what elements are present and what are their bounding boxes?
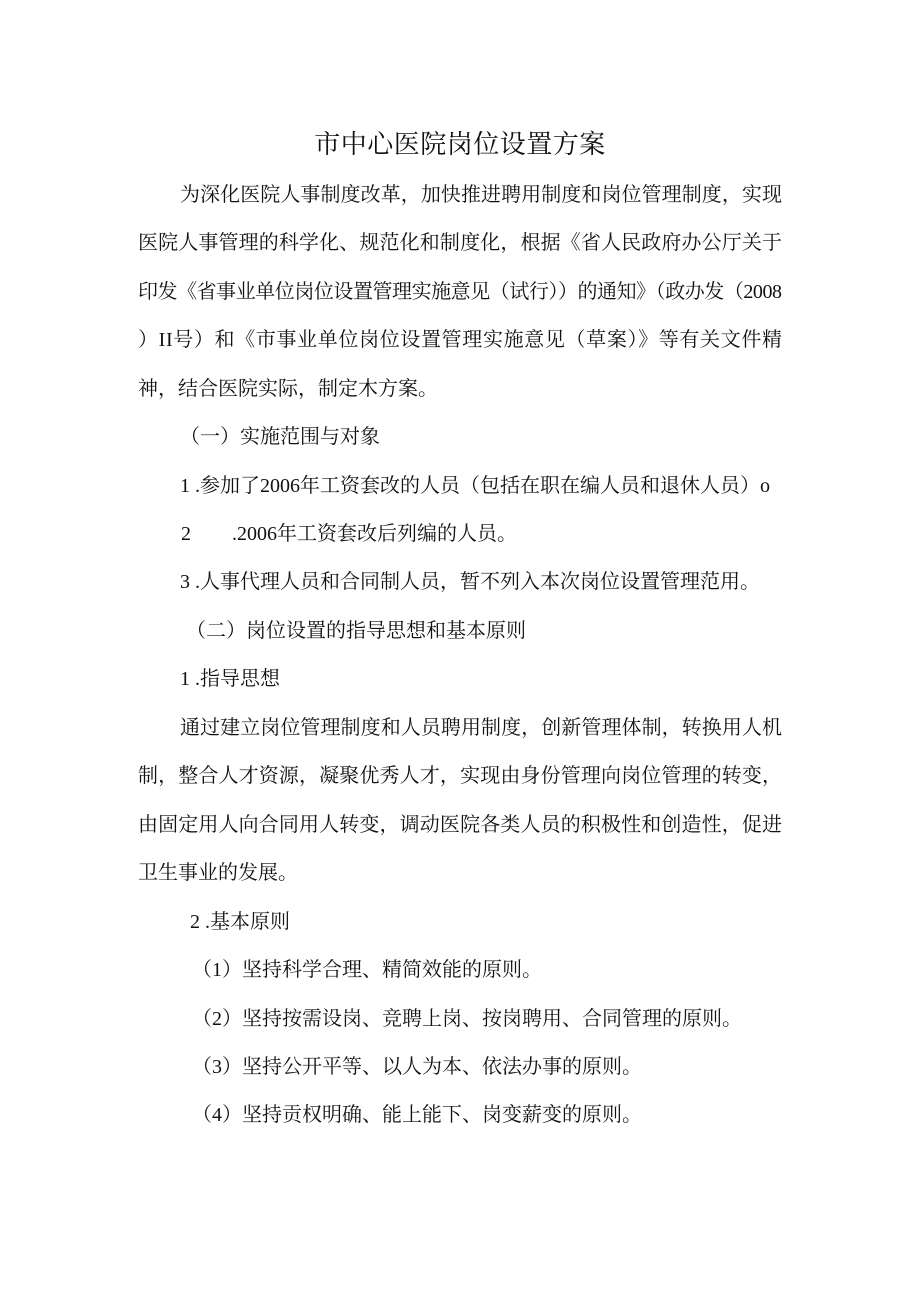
intro-paragraph-line: 神，结合医院实际，制定木方案。 (138, 378, 438, 400)
guiding-ideology-paragraph-line: 由固定用人向合同用人转变，调动医院各类人员的积极性和创造性，促进 (138, 814, 783, 836)
scope-item-2-number: 2 (181, 523, 191, 545)
intro-paragraph-line: 为深化医院人事制度改革，加快推进聘用制度和岗位管理制度，实现 (180, 184, 783, 206)
intro-paragraph-line: ）II号）和《市事业单位岗位设置管理实施意见（草案）》等有关文件精 (138, 329, 783, 351)
scope-item-3: 3 .人事代理人员和合同制人员，暂不列入本次岗位设置管理范用。 (180, 571, 760, 593)
section-2-heading: （二）岗位设置的指导思想和基本原则 (186, 620, 526, 642)
guiding-ideology-paragraph-line: 通过建立岗位管理制度和人员聘用制度，创新管理体制，转换用人机 (180, 717, 783, 739)
principle-item: （1）坚持科学合理、精简效能的原则。 (192, 959, 542, 981)
guiding-ideology-paragraph-line: 制，整合人才资源，凝聚优秀人才，实现由身份管理向岗位管理的转变， (138, 765, 783, 787)
intro-paragraph-line: 医院人事管理的科学化、规范化和制度化，根据《省人民政府办公厅关于 (138, 232, 783, 254)
guiding-ideology-heading: 1 .指导思想 (180, 668, 280, 690)
scope-item-1: 1 .参加了2006年工资套改的人员（包括在职在编人员和退休人员）o (180, 475, 770, 497)
principle-item: （4）坚持贡权明确、能上能下、岗变薪变的原则。 (192, 1104, 642, 1126)
guiding-ideology-paragraph-line: 卫生事业的发展。 (138, 862, 298, 884)
principle-item: （2）坚持按需设岗、竞聘上岗、按岗聘用、合同管理的原则。 (192, 1008, 742, 1030)
basic-principles-heading: 2 .基本原则 (190, 911, 290, 933)
document-title: 市中心医院岗位设置方案 (314, 130, 606, 159)
section-1-heading: （一）实施范围与对象 (180, 426, 380, 448)
scope-item-2-text: .2006年工资套改后列编的人员。 (232, 523, 517, 545)
principle-item: （3）坚持公开平等、以人为本、依法办事的原则。 (192, 1056, 642, 1078)
intro-paragraph-line: 印发《省事业单位岗位设置管理实施意见（试行））的通知》（政办发（2008 (138, 281, 782, 303)
